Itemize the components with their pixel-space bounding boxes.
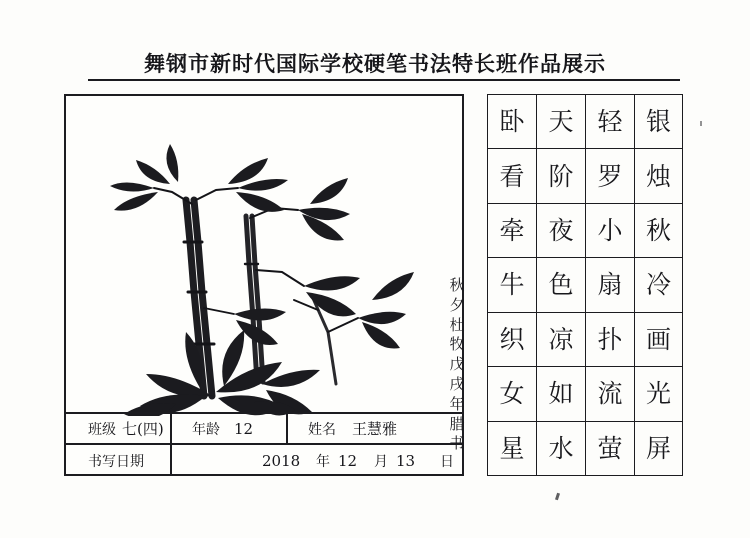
signature-char: 戌 [449,374,465,393]
grid-cell [635,204,682,258]
poem-char: 光 [645,379,671,409]
grid-cell [488,149,536,203]
poem-char: 女 [499,379,525,409]
grid-cell [488,422,536,476]
signature-char: 书 [449,434,465,453]
name-value: 王慧雅 [352,420,398,438]
poem-char: 凉 [548,324,574,354]
poem-char: 小 [597,216,623,246]
bamboo-painting [66,96,462,416]
grid-cell [635,422,682,476]
poem-char: 夜 [548,216,574,246]
signature-char: 腊 [449,414,465,433]
divider [170,445,172,476]
date-month-value: 12 [338,451,358,470]
page-title: 舞钢市新时代国际学校硬笔书法特长班作品展示 [144,51,606,76]
poem-char: 牛 [499,270,525,300]
grid-cell [586,313,634,367]
grid-cell [537,94,585,149]
poem-char: 轻 [597,107,623,137]
date-year-char: 年 [316,453,330,470]
poem-char: 秋 [645,216,671,246]
grid-cell [537,367,585,421]
date-day-value: 13 [396,451,416,470]
poem-char: 织 [499,324,525,354]
poem-char: 色 [548,270,574,300]
signature-char: 秋 [449,276,465,294]
poem-column-3 [536,94,585,476]
info-table [66,412,462,474]
paper-mark [555,493,560,501]
grid-cell [488,367,536,421]
poem-char: 烛 [645,161,671,191]
poem-char: 看 [499,161,525,191]
poem-char: 流 [597,379,623,409]
poem-char: 如 [548,379,574,409]
signature-char: 牧 [449,335,465,354]
grid-cell [488,94,536,149]
poem-char: 卧 [499,107,525,137]
grid-cell [635,94,682,149]
poem-char: 冷 [645,270,671,300]
poem-char: 牵 [499,216,525,246]
signature-char: 年 [449,394,465,413]
grid-cell [586,149,634,203]
poem-char: 扇 [597,270,623,300]
divider [170,414,172,443]
signature-char: 戊 [449,355,465,374]
poem-column-2 [585,94,634,476]
grid-cell [635,149,682,203]
grid-cell [635,367,682,421]
poem-char: 屏 [645,433,671,463]
date-day-char: 日 [440,453,454,470]
grid-cell [488,204,536,258]
divider [286,414,288,443]
grid-cell [586,258,634,312]
poem-char: 扑 [597,324,623,354]
grid-cell [488,313,536,367]
grid-cell [586,422,634,476]
poem-char: 阶 [548,161,574,191]
calligraphy-grid [487,94,683,476]
grid-cell [635,313,682,367]
poem-column-1 [634,94,683,476]
info-row-date [66,445,462,476]
age-value: 12 [234,419,254,438]
date-label: 书写日期 [88,453,144,470]
info-row-identity [66,414,462,445]
date-year-value: 2018 [262,451,301,470]
name-label: 姓名 [308,421,336,438]
grid-cell [537,258,585,312]
signature-char: 杜 [449,315,465,334]
grid-cell [537,422,585,476]
grid-cell [537,313,585,367]
poem-char: 天 [548,107,574,137]
poem-char: 水 [548,433,574,463]
poem-char: 画 [645,324,671,354]
poem-char: 星 [499,433,525,463]
grid-cell [586,204,634,258]
grid-cell [537,149,585,203]
class-value: 七(四) [122,420,164,438]
grid-cell [537,204,585,258]
poem-char: 银 [645,107,671,137]
date-month-char: 月 [374,453,388,470]
paper-mark [700,121,702,126]
poem-column-4 [487,94,536,476]
poem-char: 萤 [597,433,623,463]
poem-char: 罗 [597,161,623,191]
grid-cell [635,258,682,312]
signature-column [444,276,470,454]
grid-cell [586,367,634,421]
class-label: 班级 [88,421,116,438]
grid-cell [488,258,536,312]
title-underline [88,79,680,81]
age-label: 年龄 [192,421,220,438]
artwork-frame [64,94,464,476]
grid-cell [586,94,634,149]
signature-char: 夕 [449,295,465,314]
